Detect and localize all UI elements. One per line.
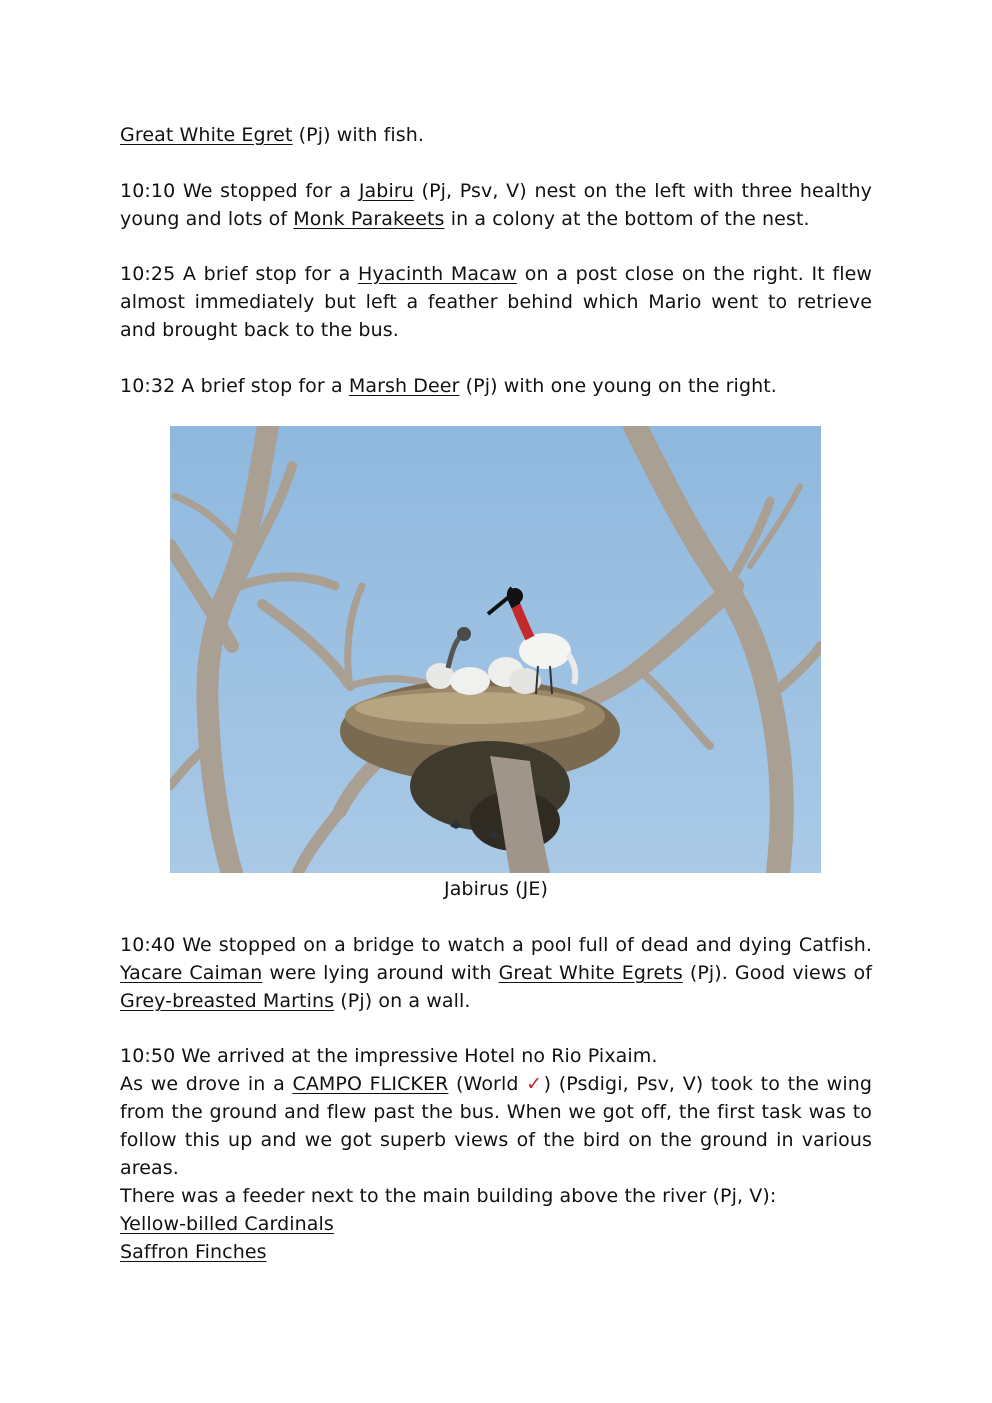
link-great-white-egrets[interactable]: Great White Egrets — [498, 962, 683, 984]
list-item — [120, 1238, 872, 1266]
link-monk-parakeets[interactable]: Monk Parakeets — [293, 208, 445, 230]
link-marsh-deer[interactable]: Marsh Deer — [348, 375, 460, 397]
paragraph-egret: Great White Egret (Pj) with fish. — [120, 124, 425, 146]
photo-caption: Jabirus (JE) — [443, 878, 548, 900]
jabiru-nest-photo — [170, 426, 821, 873]
paragraph-feeder: There was a feeder next to the main building above the river (Pj, V): — [120, 1185, 777, 1207]
link-saffron-finches[interactable]: Saffron Finches — [120, 1241, 267, 1263]
list-item — [120, 1210, 872, 1238]
link-hyacinth-macaw[interactable]: Hyacinth Macaw — [357, 263, 518, 285]
paragraph-1050: 10:50 We arrived at the impressive Hotel no Rio Pixaim. — [120, 1045, 658, 1067]
link-jabiru[interactable]: Jabiru — [358, 180, 414, 202]
paragraph-1025: 10:25 A brief stop for a Hyacinth Macaw on a post close on the right. It flew almost immediately but left a feather behind which Mario went to retrieve and brought back to the bus. — [120, 263, 873, 341]
link-campo-flicker[interactable]: CAMPO FLICKER — [292, 1073, 449, 1095]
link-great-white-egret[interactable]: Great White Egret — [120, 124, 293, 146]
paragraph-1032: 10:32 A brief stop for a Marsh Deer (Pj) with one young on the right. — [120, 375, 777, 397]
paragraph-campo-flicker: As we drove in a CAMPO FLICKER (World ✓) (Psdigi, Psv, V) took to the wing from the ground and flew past the bus. When we got off, the first task was to follow this up and we got superb views of the bird on the ground in various areas. — [120, 1073, 872, 1179]
paragraph-1010: 10:10 We stopped for a Jabiru (Pj, Psv, V) nest on the left with three healthy young and lots of Monk Parakeets in a colony at the bottom of the nest. — [120, 180, 872, 230]
link-yacare-caiman[interactable]: Yacare Caiman — [120, 962, 263, 984]
checkmark-icon: ✓ — [526, 1073, 544, 1095]
link-yellow-billed-cardinals[interactable]: Yellow-billed Cardinals — [120, 1213, 334, 1235]
paragraph-1040: 10:40 We stopped on a bridge to watch a pool full of dead and dying Catfish. Yacare Caiman were lying around with Great White Egrets (Pj). Good views of Grey-breasted Martins (Pj) on a wall. — [120, 934, 872, 1012]
link-grey-breasted-martins[interactable]: Grey-breasted Martins — [120, 990, 335, 1012]
